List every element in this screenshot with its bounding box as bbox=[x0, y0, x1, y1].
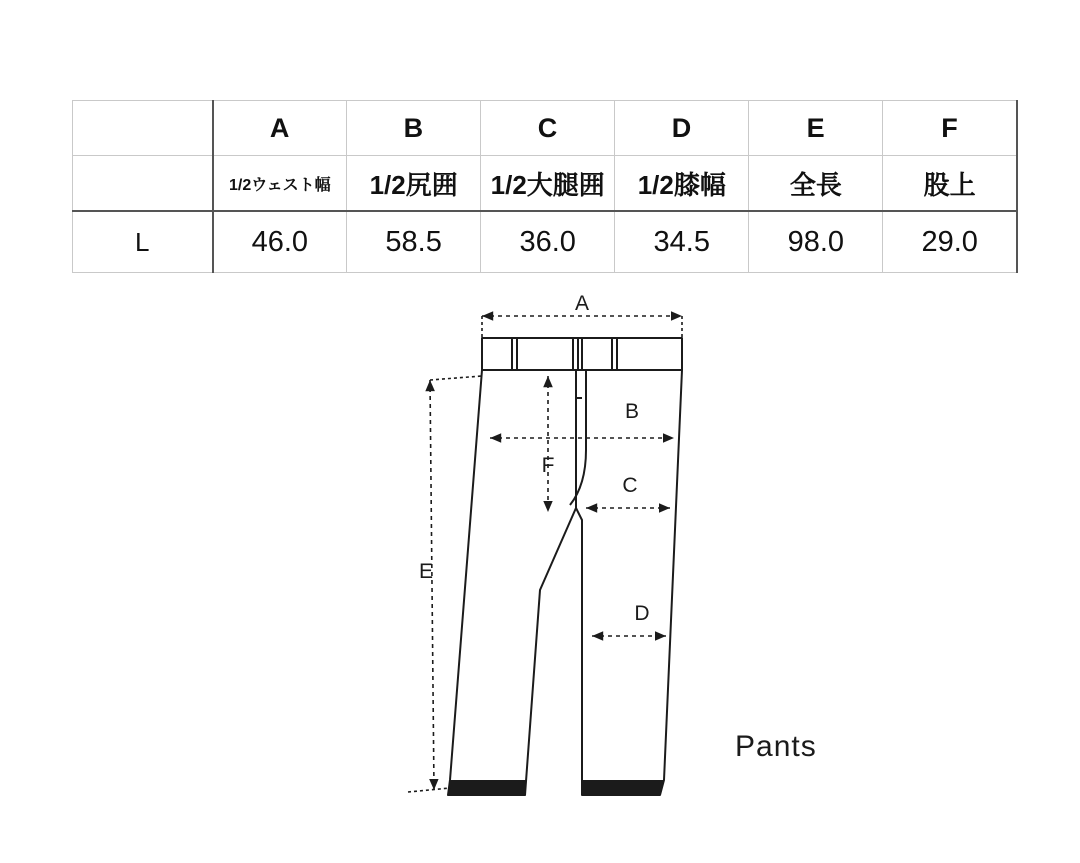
measurement-name-c: 1/2大腿囲 bbox=[481, 156, 615, 212]
column-header-a: A bbox=[213, 101, 347, 156]
table-row-letters bbox=[73, 101, 1018, 156]
column-header-d: D bbox=[615, 101, 749, 156]
mark-b: B bbox=[624, 400, 640, 423]
measurement-name-b: 1/2尻囲 bbox=[347, 156, 481, 212]
mark-d: D bbox=[634, 602, 650, 625]
measurement-name-d: 1/2膝幅 bbox=[615, 156, 749, 212]
column-header-b: B bbox=[347, 101, 481, 156]
diagram-caption: Pants bbox=[735, 730, 817, 763]
column-header-c: C bbox=[481, 101, 615, 156]
value-f: 29.0 bbox=[883, 211, 1017, 273]
table-corner-cell bbox=[73, 101, 213, 156]
mark-e: E bbox=[418, 560, 434, 583]
mark-a: A bbox=[574, 292, 590, 315]
table-row-measurement-names bbox=[73, 156, 1018, 212]
measurement-name-e: 全長 bbox=[749, 156, 883, 212]
measurement-name-f: 股上 bbox=[883, 156, 1017, 212]
value-c: 36.0 bbox=[481, 211, 615, 273]
size-label: L bbox=[73, 211, 213, 273]
column-header-e: E bbox=[749, 101, 883, 156]
mark-f: F bbox=[541, 454, 555, 477]
table-row bbox=[73, 211, 1018, 273]
size-chart-table bbox=[72, 100, 1018, 273]
column-header-f: F bbox=[883, 101, 1017, 156]
pants-illustration bbox=[330, 290, 1050, 850]
value-e: 98.0 bbox=[749, 211, 883, 273]
cuff-shading bbox=[448, 780, 664, 795]
name-row-label-cell bbox=[73, 156, 213, 212]
measurement-name-a: 1/2ウェスト幅 bbox=[213, 156, 347, 212]
pants-outline bbox=[448, 338, 682, 795]
value-a: 46.0 bbox=[213, 211, 347, 273]
value-b: 58.5 bbox=[347, 211, 481, 273]
mark-c: C bbox=[622, 474, 638, 497]
value-d: 34.5 bbox=[615, 211, 749, 273]
pants-measurement-diagram bbox=[330, 290, 1050, 850]
